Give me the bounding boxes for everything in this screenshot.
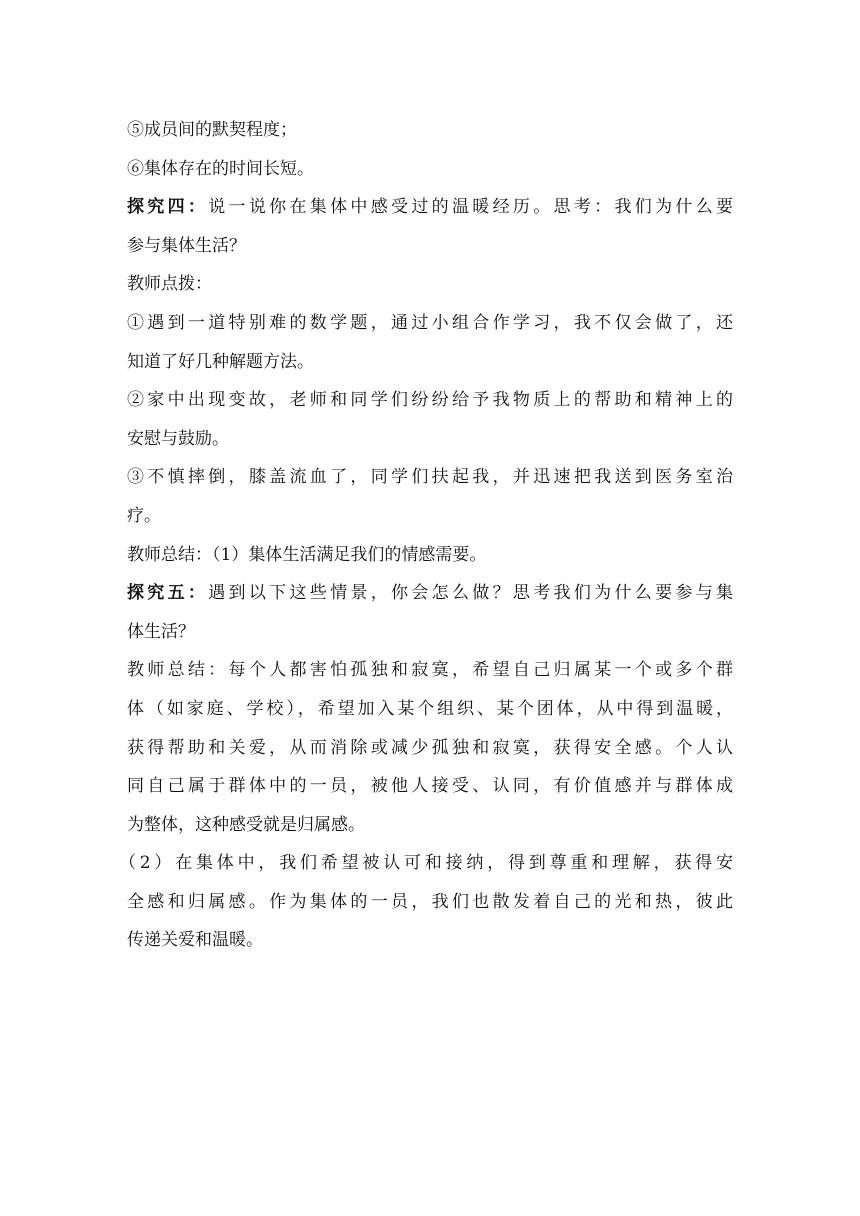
line-text: 教师点拨： xyxy=(127,274,212,295)
line-text: 安慰与鼓励。 xyxy=(127,428,229,449)
text-line xyxy=(119,844,733,883)
line-text: 传递关爱和温暖。 xyxy=(127,930,263,951)
section-heading-line xyxy=(127,188,733,227)
line-text: 教师总结：每个人都害怕孤独和寂寞，希望自己归属某一个或多个群 xyxy=(127,660,733,681)
text-line xyxy=(127,111,733,150)
section-label: 探究四： xyxy=(127,197,209,218)
line-text: 为整体，这种感受就是归属感。 xyxy=(127,814,365,835)
text-line xyxy=(127,690,733,729)
text-line xyxy=(127,381,733,420)
line-text: 参与集体生活？ xyxy=(127,235,246,256)
line-text: 体（如家庭、学校），希望加入某个组织、某个团体，从中得到温暖， xyxy=(127,698,733,719)
text-line xyxy=(127,651,733,690)
line-text: 疗。 xyxy=(127,505,161,526)
text-line xyxy=(127,613,733,652)
text-line xyxy=(127,304,733,343)
line-text: 教师总结：（1）集体生活满足我们的情感需要。 xyxy=(127,544,487,565)
document-body xyxy=(119,111,733,960)
line-text: ③不慎摔倒，膝盖流血了，同学们扶起我，并迅速把我送到医务室治 xyxy=(127,467,733,488)
text-line xyxy=(127,343,733,382)
line-text: 获得帮助和关爱，从而消除或减少孤独和寂寞，获得安全感。个人认 xyxy=(127,737,733,758)
text-line xyxy=(127,729,733,768)
text-line xyxy=(127,497,733,536)
section-label: 探究五： xyxy=(127,583,209,604)
section-heading-line xyxy=(127,574,733,613)
text-line xyxy=(127,227,733,266)
text-line xyxy=(127,458,733,497)
text-line xyxy=(127,420,733,459)
line-text: 同自己属于群体中的一员，被他人接受、认同，有价值感并与群体成 xyxy=(127,776,733,797)
line-text: 知道了好几种解题方法。 xyxy=(127,351,314,372)
line-text: ②家中出现变故，老师和同学们纷纷给予我物质上的帮助和精神上的 xyxy=(127,390,733,411)
line-text: ⑥集体存在的时间长短。 xyxy=(127,158,314,179)
line-text: （2）在集体中，我们希望被认可和接纳，得到尊重和理解，获得安 xyxy=(119,853,733,874)
text-line xyxy=(127,921,733,960)
line-text: ①遇到一道特别难的数学题，通过小组合作学习，我不仅会做了，还 xyxy=(127,312,733,333)
line-text: 说一说你在集体中感受过的温暖经历。思考：我们为什么要 xyxy=(208,197,733,218)
text-line xyxy=(127,883,733,922)
text-line xyxy=(127,806,733,845)
text-line xyxy=(127,265,733,304)
line-text: 体生活？ xyxy=(127,621,195,642)
line-text: 遇到以下这些情景，你会怎么做？思考我们为什么要参与集 xyxy=(208,583,733,604)
text-line xyxy=(127,536,733,575)
line-text: ⑤成员间的默契程度； xyxy=(127,120,297,140)
text-line xyxy=(127,150,733,189)
text-line xyxy=(127,767,733,806)
line-text: 全感和归属感。作为集体的一员，我们也散发着自己的光和热，彼此 xyxy=(127,891,733,912)
